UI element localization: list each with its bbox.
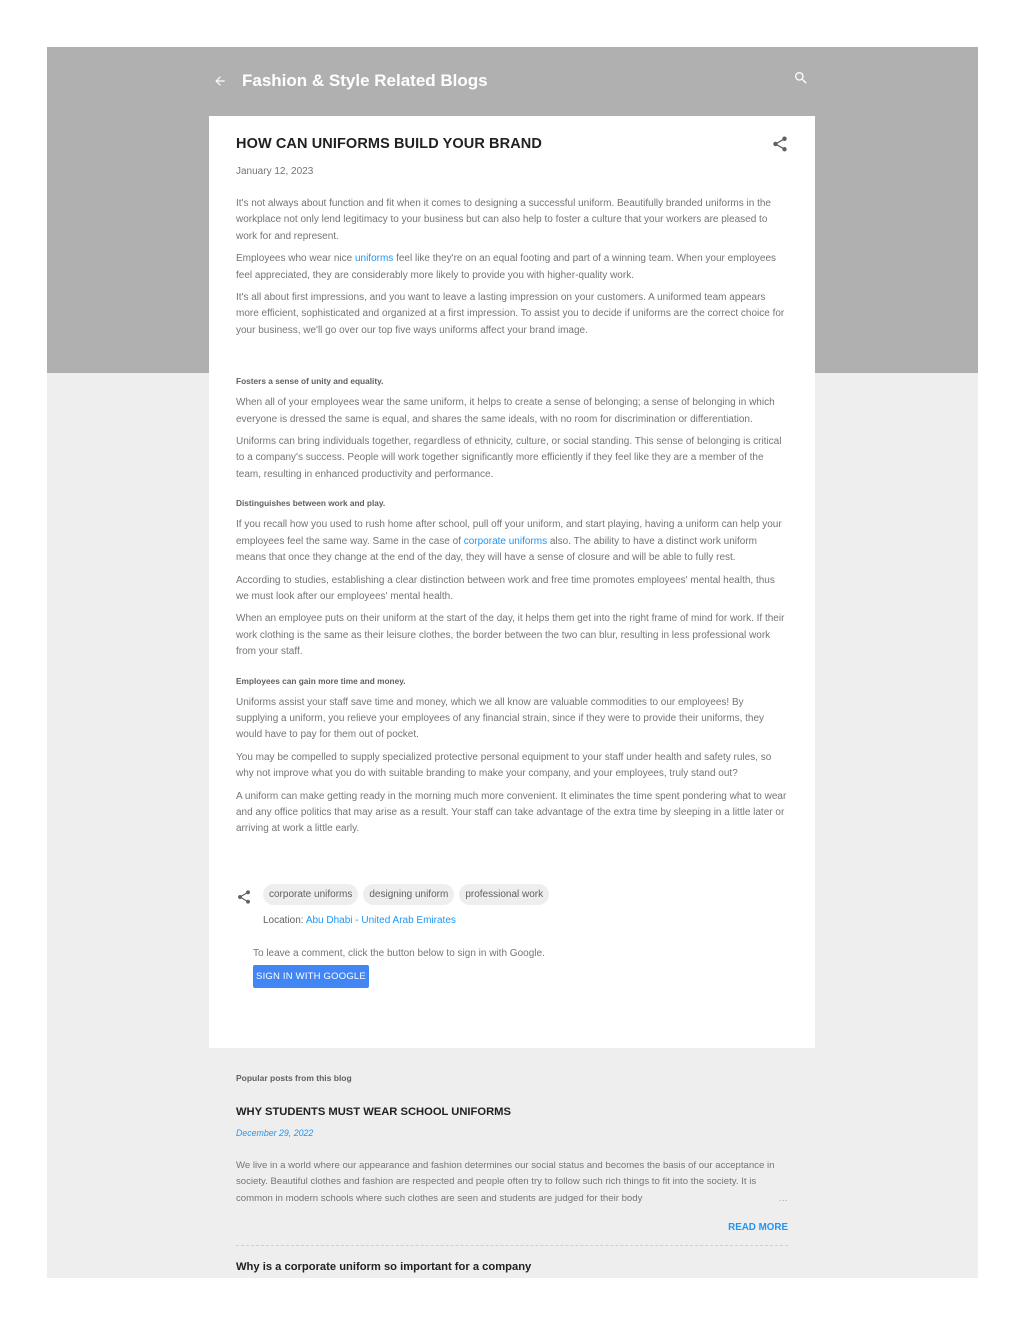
share-icon[interactable] — [771, 135, 789, 153]
paragraph-text: also. The ability to have a distinct work uniform means that once they change at the end of the day, they will have a sense of closure and will be able to fully rest. — [236, 535, 758, 564]
paragraph: It's not always about function and fit when it comes to designing a successful uniform. Beautifully branded uniforms in the workplace not only lend legitimacy to your business but can also help to foster a culture that your workers are pleased to work for and represent. — [236, 198, 771, 242]
corporate-uniforms-link[interactable]: corporate uniforms — [463, 535, 548, 547]
read-more-link[interactable]: READ MORE — [728, 1222, 788, 1234]
paragraph: When all of your employees wear the same uniform, it helps to create a sense of belonging; a sense of belonging in which everyone is dressed the same is equal, and shares the same ideals, with no room for discrimination or differentiation. — [236, 397, 775, 425]
popular-post-title[interactable]: WHY STUDENTS MUST WEAR SCHOOL UNIFORMS — [236, 1106, 511, 1118]
blog-title[interactable]: Fashion & Style Related Blogs — [242, 71, 488, 90]
paragraph — [236, 517, 788, 566]
popular-post-date: December 29, 2022 — [236, 1128, 314, 1138]
label-chip[interactable]: professional work — [459, 884, 549, 905]
location — [263, 915, 456, 926]
share-icon[interactable] — [236, 889, 252, 905]
paragraph: Uniforms assist your staff save time and money, which we all know are valuable commodities to our employees! By supplying a uniform, you relieve your employees of any financial strain, since if they were to provide their uniforms, they would have to pay for them out of pocket. — [236, 696, 765, 741]
popular-post-snippet — [236, 1158, 788, 1207]
paragraph: It's all about first impressions, and you want to leave a lasting impression on your customers. A uniformed team appears more efficient, sophisticated and organized at a first impression. To assist you to decide if uniforms are the correct choice for your business, we'll go over our top five ways uniforms affect your brand image. — [236, 292, 785, 336]
paragraph: A uniform can make getting ready in the morning much more convenient. It eliminates the time spent pondering what to wear and any office politics that may arise as a result. Your staff can take advantage of the extra time by sleeping in a little later or arriving at work a little early. — [236, 790, 787, 835]
label-chips — [263, 884, 554, 905]
snippet-ellipsis: … — [778, 1192, 788, 1204]
post-card — [209, 116, 815, 1048]
post-title: HOW CAN UNIFORMS BUILD YOUR BRAND — [236, 136, 542, 152]
paragraph: According to studies, establishing a clear distinction between work and free time promotes employees' mental health, thus we must look after our employees' mental health. — [236, 574, 775, 602]
arrow-left-icon[interactable] — [209, 70, 231, 92]
top-bar — [209, 65, 815, 97]
paragraph: When an employee puts on their uniform at the start of the day, it helps them get into the right frame of mind for work. If their work clothing is the same as their leisure clothes, the border between the two can blur, resulting in less professional work from your staff. — [236, 613, 785, 658]
labels-row — [236, 882, 788, 906]
section-heading: Distinguishes between work and play. — [236, 498, 386, 509]
post-date: January 12, 2023 — [236, 166, 314, 177]
label-chip[interactable]: corporate uniforms — [263, 884, 358, 905]
paragraph — [236, 251, 788, 284]
post-body — [236, 196, 788, 838]
uniforms-link[interactable]: uniforms — [354, 253, 394, 265]
paragraph-text: feel like they're on an equal footing and part of a winning team. When your employees feel appreciated, they are considerably more likely to provide you with higher-quality work. — [236, 253, 777, 281]
post-content — [236, 136, 788, 844]
paragraph: Uniforms can bring individuals together, regardless of ethnicity, culture, or social standing. This sense of belonging is critical to a company's success. People will work together significantly more efficiently if they feel like they are a member of the team, resulting in enhanced productivity and performance. — [236, 436, 782, 480]
popular-posts-heading: Popular posts from this blog — [236, 1073, 352, 1083]
location-link[interactable]: Abu Dhabi - United Arab Emirates — [305, 915, 456, 926]
section-heading: Fosters a sense of unity and equality. — [236, 376, 384, 387]
section-heading: Employees can gain more time and money. — [236, 675, 406, 686]
search-icon[interactable] — [793, 70, 815, 92]
popular-post-title[interactable]: Why is a corporate uniform so important for a company — [236, 1261, 532, 1274]
location-label: Location: — [263, 915, 306, 926]
label-chip[interactable]: designing uniform — [363, 884, 454, 905]
comment-note: To leave a comment, click the button below to sign in with Google. — [253, 948, 545, 959]
paragraph: You may be compelled to supply specialized protective personal equipment to your staff under health and safety rules, so why not improve what you do with suitable branding to make your company, and your employees, truly stand out? — [236, 751, 772, 780]
snippet-text: We live in a world where our appearance and fashion determines our social status and becomes the basis of our acceptance in society. Beautiful clothes and fashion are respected and people often try to follow such rich things to fit into the society. It is common in modern schools where such clothes are seen and students are judged for their body — [236, 1160, 775, 1204]
paragraph-text: If you recall how you used to rush home after school, pull off your uniform, and start playing, having a uniform can help your employees feel the same way. Same in the case of — [236, 519, 782, 547]
divider — [236, 1245, 788, 1246]
sign-in-with-google-button[interactable]: SIGN IN WITH GOOGLE — [253, 965, 369, 988]
paragraph-text: Employees who wear nice — [236, 253, 355, 265]
page-frame — [47, 47, 978, 1278]
popular-posts — [236, 1073, 788, 1273]
